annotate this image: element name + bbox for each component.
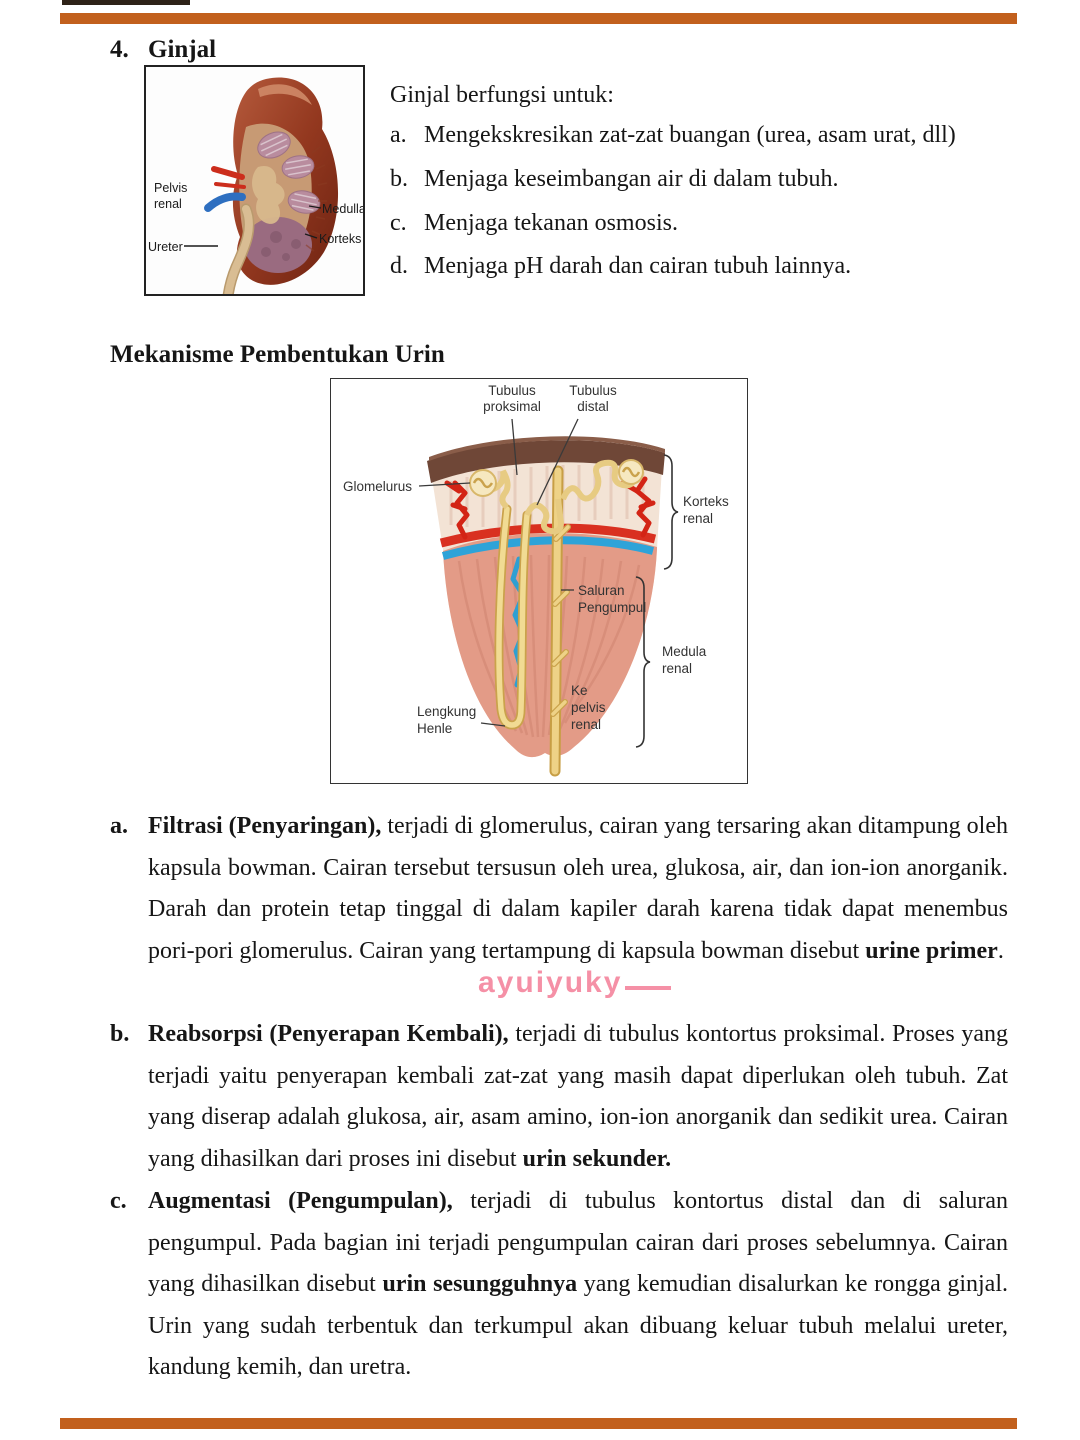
kidney-illustration (146, 67, 363, 294)
functions-intro: Ginjal berfungsi untuk: (390, 82, 614, 108)
label-tubulus-distal-2: distal (577, 399, 609, 414)
function-text: Menjaga tekanan osmosis. (424, 210, 678, 236)
label-saluran-pengumpul: Saluran (578, 583, 625, 598)
mechanism-heading: Mekanisme Pembentukan Urin (110, 341, 445, 368)
process-text (110, 806, 1008, 972)
process-tail: yang kemudian disalurkan ke rongga ginjal. Urin yang sudah terbentuk dan terkumpul akan dibuang keluar tubuh melalui ureter, kandung kemih, dan uretra. (148, 1271, 1009, 1380)
label-korteks: Korteks (319, 232, 362, 246)
process-text (110, 1014, 1008, 1180)
label-saluran-pengumpul-2: Pengumpul (578, 600, 647, 615)
function-marker: a. (390, 122, 407, 148)
top-accent-bar (60, 13, 1017, 24)
function-text: Menjaga pH darah dan cairan tubuh lainnya. (424, 253, 852, 279)
function-marker: b. (390, 166, 408, 192)
korteks-brace (664, 455, 678, 569)
bottom-accent-bar (60, 1418, 1017, 1429)
kidney-body (208, 77, 338, 294)
process-term: Reabsorpsi (Penyerapan Kembali), (148, 1021, 509, 1047)
process-text (110, 1181, 1008, 1389)
process-marker: a. (110, 813, 128, 839)
process-tail: . (997, 937, 1004, 964)
function-text: Mengekskresikan zat-zat buangan (urea, asam urat, dll) (424, 122, 956, 148)
kidney-figure (144, 65, 365, 296)
process-bold-term: urine primer (865, 937, 998, 964)
label-ke-pelvis-2: pelvis (571, 700, 606, 715)
label-korteks-renal-2: renal (683, 511, 714, 526)
watermark (478, 966, 671, 1000)
label-medulla: Medulla (322, 202, 363, 216)
nephron-figure (330, 378, 748, 784)
top-left-dark-fragment (62, 0, 190, 5)
label-glomelurus: Glomelurus (343, 479, 413, 494)
process-bold-term: urin sekunder. (522, 1145, 672, 1172)
label-pelvis-renal: Pelvis (154, 181, 188, 195)
process-marker: b. (110, 1021, 130, 1047)
function-marker: c. (390, 210, 407, 236)
function-text: Menjaga keseimbangan air di dalam tubuh. (424, 166, 839, 192)
section-number: 4. (110, 36, 129, 63)
section-title: Ginjal (148, 36, 217, 63)
process-body: terjadi di tubulus kontortus proksimal. Proses yang terjadi yaitu penyerapan kembali zat-zat yang masih dapat diperlukan oleh tubuh. Zat yang diserap adalah glukosa, air, asam amino, ion-ion anorganik dan sedikit urea. Cairan yang dihasilkan dari proses ini disebut (148, 1021, 1008, 1172)
process-term: Filtrasi (Penyaringan), (148, 813, 382, 839)
process-augmentasi (110, 1181, 1008, 1389)
label-lengkung-henle: Lengkung (417, 704, 477, 719)
process-body: terjadi di tubulus kontortus distal dan di saluran pengumpul. Pada bagian ini terjadi pengumpulan cairan dari proses sebelumnya. Cairan yang dihasilkan disebut (148, 1188, 1008, 1297)
watermark-dash (625, 986, 671, 990)
function-item-c (390, 210, 678, 237)
process-marker: c. (110, 1188, 127, 1214)
process-filtrasi (110, 806, 1008, 972)
function-marker: d. (390, 253, 408, 279)
label-tubulus-proksimal: Tubulus (488, 383, 536, 398)
process-reabsorpsi (110, 1014, 1008, 1180)
label-tubulus-distal: Tubulus (569, 383, 617, 398)
label-korteks-renal: Korteks (683, 494, 729, 509)
label-ke-pelvis: Ke (571, 683, 588, 698)
section-heading (110, 36, 216, 64)
label-ke-pelvis-3: renal (571, 717, 602, 732)
watermark-text: ayuiyuky (478, 966, 623, 999)
label-ureter: Ureter (148, 240, 183, 254)
label-tubulus-proksimal-2: proksimal (483, 399, 541, 414)
label-medula-renal-2: renal (662, 661, 693, 676)
process-body: terjadi di glomerulus, cairan yang tersaring akan ditampung oleh kapsula bowman. Cairan tersebut tersusun oleh urea, glukosa, air, dan ion-ion anorganik. Darah dan protein tetap tinggal di dalam kapiler darah karena tidak dapat menembus pori-pori glomerulus. Cairan yang tertampung di kapsula bowman disebut (148, 813, 1008, 964)
function-item-b (390, 166, 839, 193)
function-item-a (390, 122, 956, 149)
label-lengkung-henle-2: Henle (417, 721, 453, 736)
function-item-d (390, 253, 851, 280)
process-bold-term: urin sesungguhnya (382, 1271, 578, 1297)
nephron-illustration (331, 379, 746, 782)
process-term: Augmentasi (Pengumpulan), (148, 1188, 453, 1214)
label-medula-renal: Medula (662, 644, 707, 659)
label-pelvis-renal-2: renal (154, 197, 182, 211)
